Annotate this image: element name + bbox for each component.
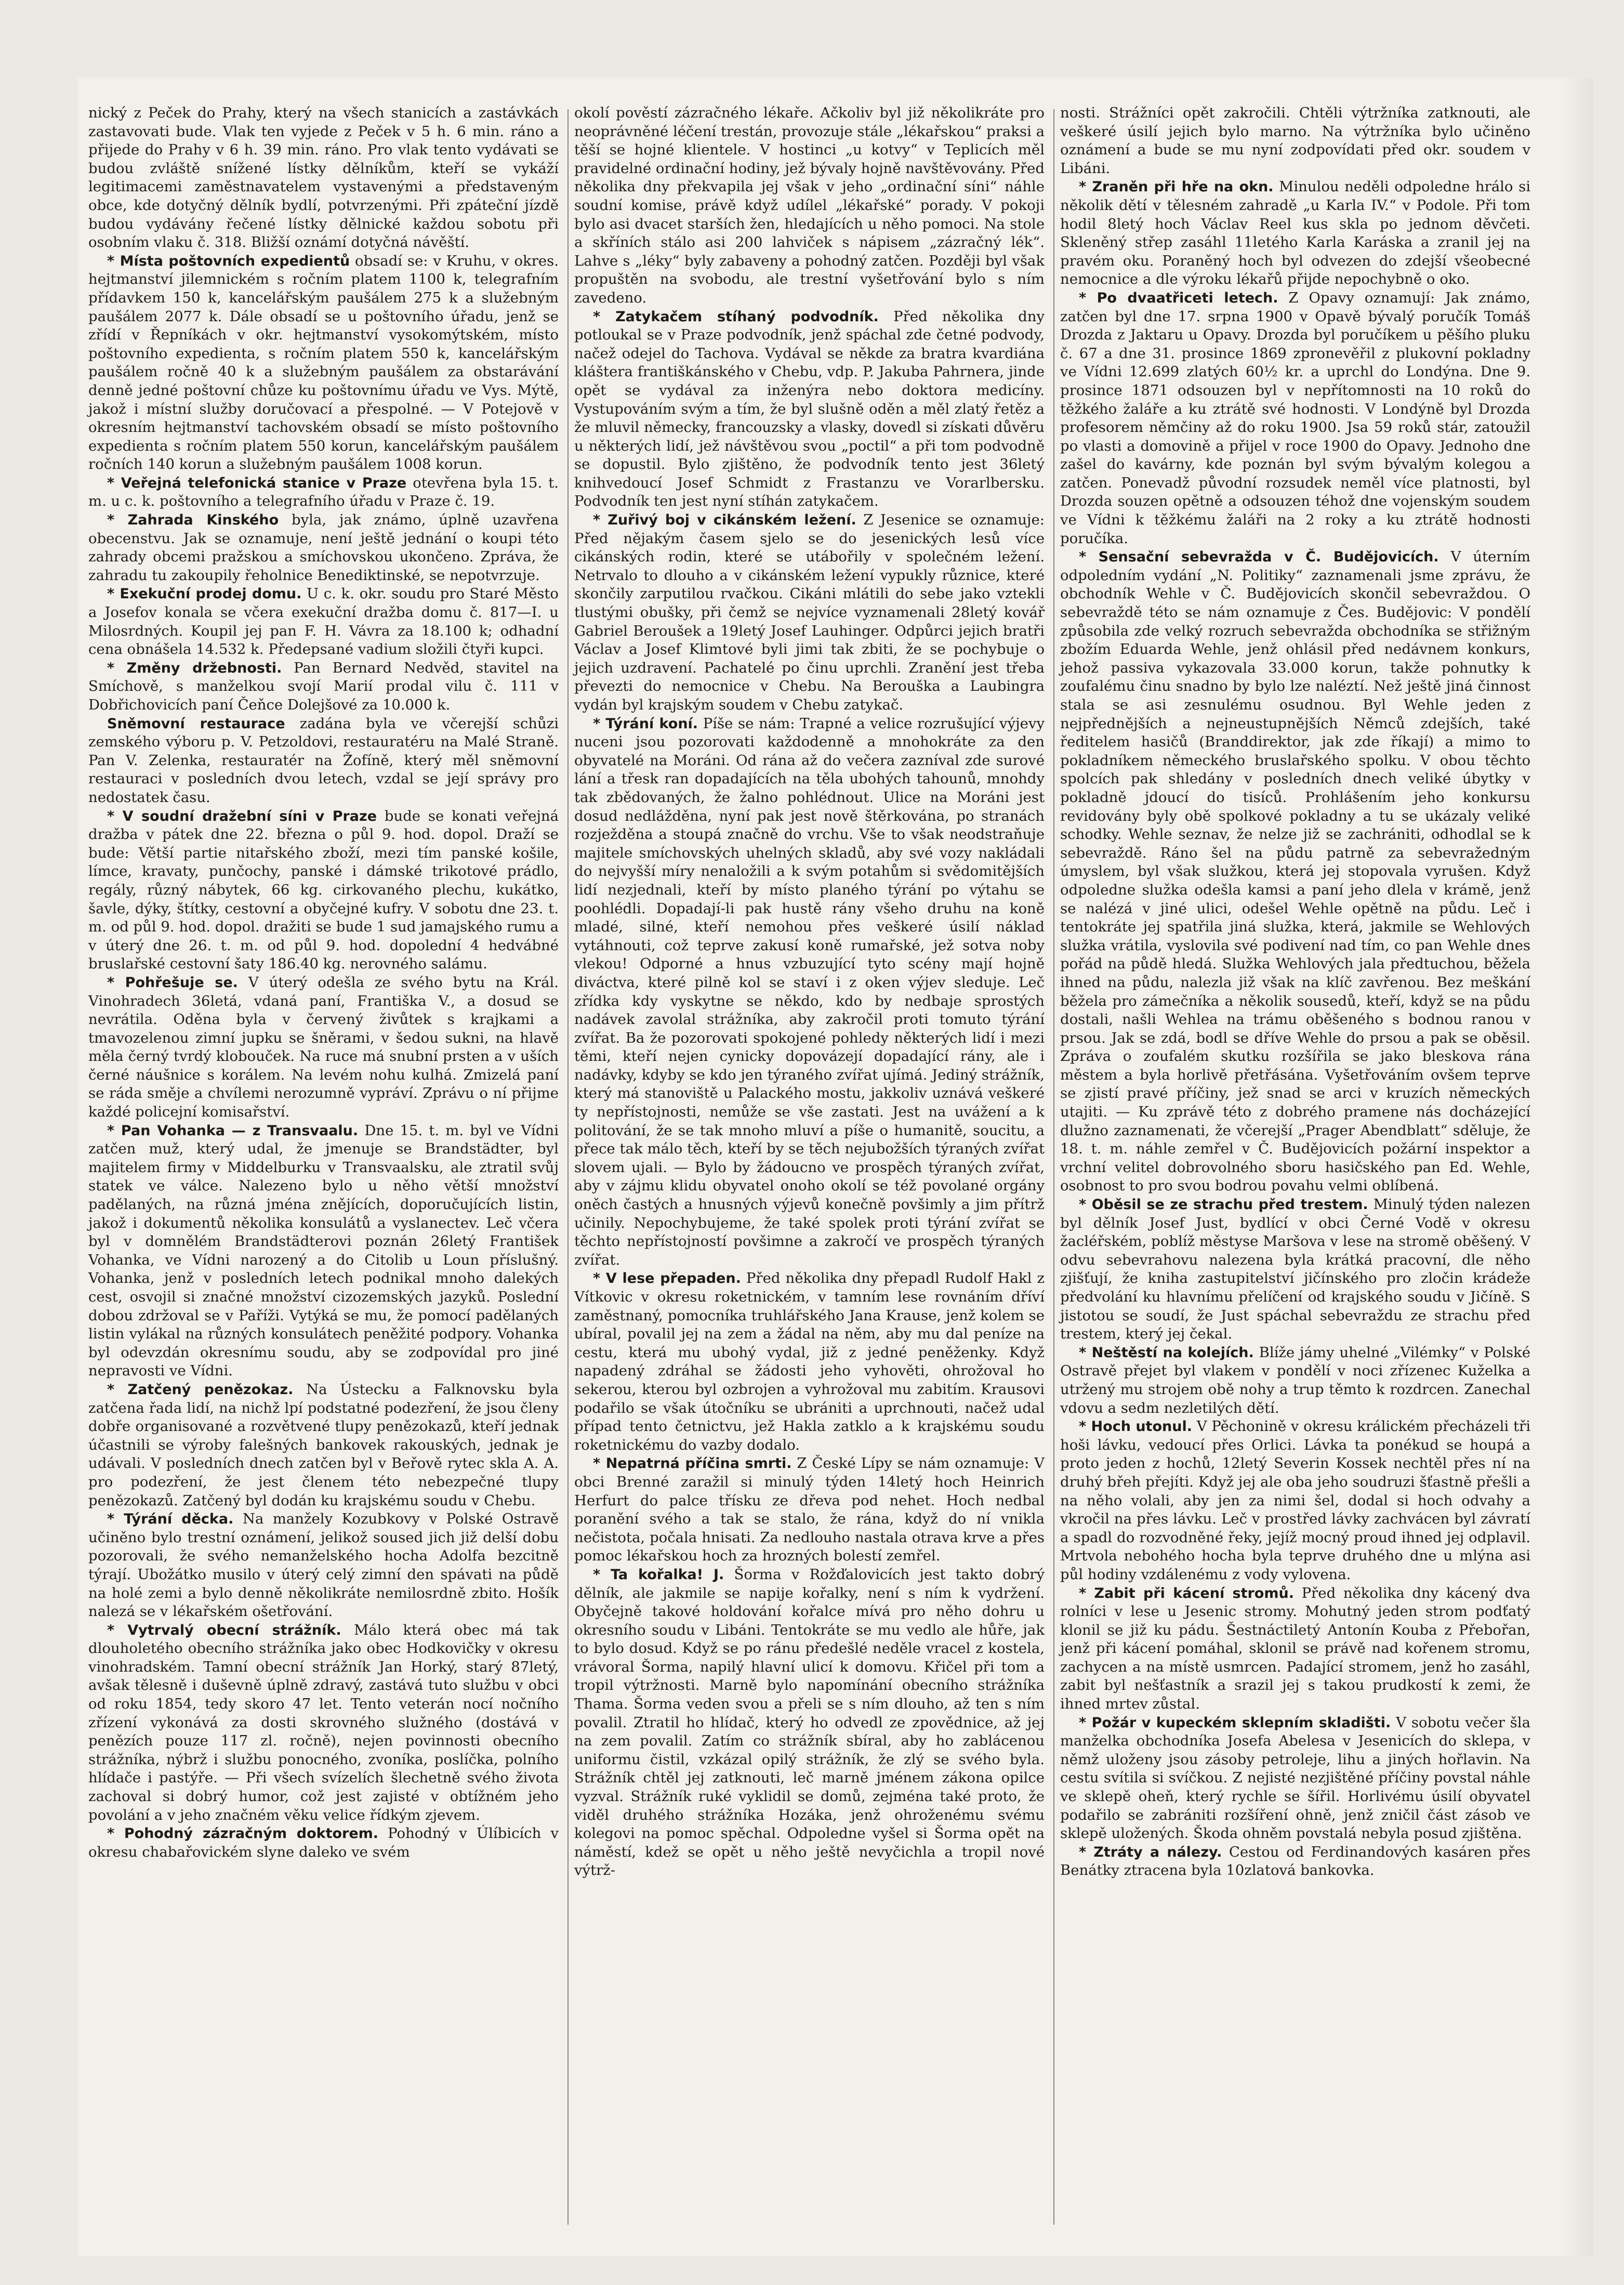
column-rule-1 (567, 109, 569, 2225)
article-heading: * Exekuční prodej domu. (107, 586, 302, 602)
article-heading: * Místa poštovních expedientů (107, 253, 350, 269)
article-text: Málo která obec má tak dlouholetého obecního strážníka jako obec Hodkovičky v okresu vinohradském. Tamní obecní strážník Jan Horký, starý 87letý, avšak tělesně i duševně úplně zdravý, zastává tuto službu v obci od roku 1854, tedy skoro 47 let. Tento veterán nocí nočního zřízení vykonává za dosti skrovného služného (dostává v penězích pouze 117 zl. ročně), nejen povinnosti obecního strážníka, nýbrž i službu ponocného, zvoníka, poslíčka, polního hlídače i pastýře. — Při všech svízelích šlechetně svého života zachoval si dobrý humor, což jest zajisté v obtížném jeho povolání a v jeho značném věku velice řídkým zjevem. (88, 1621, 559, 1823)
article-heading: * Oběsil se ze strachu před trestem. (1079, 1197, 1368, 1213)
article-heading: Sněmovní restaurace (107, 715, 285, 732)
article-heading: * Změny držebnosti. (107, 660, 282, 676)
article-heading: * Vytrvalý obecní strážník. (107, 1622, 341, 1638)
article-text: Cestou od Ferdinandových kasáren přes Benátky ztracena byla 10zlatová bankovka. (1060, 1843, 1530, 1879)
article-heading: * Pan Vohanka — z Transvaalu. (107, 1122, 359, 1139)
article-paragraph (88, 1381, 559, 1510)
article-text: zadána byla ve včerejší schůzi zemského výboru p. V. Petzoldovi, restauratéru na Malé Straně. Pan V. Zelenka, restauratér na Žofíně, který měl sněmovní restauraci v posledních dvou letech, vzdal se její správy pro nedostatek času. (88, 715, 559, 806)
article-paragraph (1060, 104, 1530, 178)
article-paragraph (88, 104, 559, 252)
article-paragraph (574, 1454, 1045, 1566)
column-3 (1060, 104, 1530, 1880)
article-paragraph (574, 1566, 1045, 1880)
article-heading: * Zuřivý boj v cikánském ležení. (593, 512, 856, 529)
article-paragraph (88, 807, 559, 974)
article-text: Dne 15. t. m. byl ve Vídni zatčen muž, který udal, že jmenuje se Brandstädter, byl majitelem firmy v Middelburku v Transvaalsku, ale ztratil svůj statek ve válce. Nalezeno bylo u něho větší množství padělaných, na různá jména znějících, doporučujících listin, jakož i dokumentů několika konsulátů a vyslanectev. Leč včera byl v domnělém Brandstädterovi poznán 26letý František Vohanka, ve Vídni narozený a do Citolib u Loun příslušný. Vohanka, jenž v posledních letech podnikal mnoho dalekých cest, osvojil si značné množství cizozemských jazyků. Poslední dobou zdržoval se v Paříži. Vytýká se mu, že pomocí padělaných listin vylákal na různých konsulátech peněžité podpory. Vohanka byl odevzdán okresnímu soudu, aby se zodpovídal pro jiné nepravosti ve Vídni. (88, 1122, 559, 1380)
article-paragraph (1060, 1344, 1530, 1417)
article-paragraph (574, 308, 1045, 511)
article-text: obsadí se: v Kruhu, v okres. hejtmanství jilemnickém s ročním platem 1100 k, telegrafním přídavkem 150 k, kancelářským paušálem 275 k a služebným paušálem 2077 k. Dále obsadí se u poštovního úřadu, jenž se zřídí v Řepníkách v okr. hejtmanství vysokomýtském, místo poštovního expedienta, s ročním platem 550 k, kancelářským paušálem ročně 40 k a služebným paušálem za obstarávání denně jedné poštovní chůze ku poštovnímu úřadu ve Vys. Mýtě, jakož i místní služby doručovací a přespolné. — V Potejově v okresním hejtmanství tachovském obsadí se místo poštovního expedienta s ročním platem 550 korun, kancelářským paušálem ročních 140 korun a služebným paušálem 1008 korun. (88, 252, 559, 473)
article-text: okolí pověstí zázračného lékaře. Ačkoliv byl již několikráte pro neoprávněné léčení trestán, provozuje stále „lékařskou“ praksi a těší se hojné klientele. V hostinci „u kotvy“ v Teplicích měl pravidelné ordinační hodiny, jež bývaly hojně navštěvovány. Před několika dny překvapila jej však v jeho „ordinační síni“ náhle soudní komise, právě když udílel „lékařské“ porady. V pokoji bylo asi dvacet starších žen, hledajících u něho pomoci. Na stole a skříních stálo asi 200 lahviček s nápisem „zázračný lék“. Lahve s „léky“ byly zabaveny a pohodný zatčen. Později byl však propuštěn na svobodu, ale trestní vyšetřování bylo s ním zavedeno. (574, 104, 1045, 306)
article-text: V úterním odpoledním vydání „N. Politiky“ zaznamenali jsme zprávu, že obchodník Wehle v Č. Budějovicích skončil sebevraždou. O sebevraždě této se nám oznamuje z Čes. Budějovic: V pondělí způsobila zde velký rozruch sebevražda obchodníka se střižným zbožím Eduarda Wehle, jenž ohlásil před nedávnem konkurs, jehož passiva vykazovala 33.000 korun, takže pohnutky k zoufalému činu snadno by bylo lze naléztí. Než ještě jiná činnost stala se asi zesnulému osudnou. Byl Wehle jeden z nejpřednějších a nejneustupnějších Němců zdejších, také ředitelem hasičů (Branddirektor, jak zde říkají) a mimo to pokladníkem německého bruslařského spolku. V obou těchto spolcích pak shledány v posledních dnech veliké úbytky v pokladně jdoucí do tisíců. Prohlášením jeho konkursu revidovány byly obě spolkové pokladny a tu se ukázaly veliké schodky. Wehle seznav, že nelze již se zachrániti, odhodlal se k sebevraždě. Ráno šel na půdu patrně za sebevražedným úmyslem, byl však služkou, která jej stopovala vyrušen. Když odpoledne služka odešla kamsi a paní jeho dlela v krámě, jenž se nalézá v jiné ulici, odešel Wehle opětně na půdu. Leč i tentokráte jej spatřila jiná služka, která, jakmile se Wehlových služka vrátila, vyslovila své podivení nad tím, co pan Wehle dnes pořád na půdě hledá. Služka Wehlových jala předtuchou, běžela ihned na půdu, nalezla již však na klíč zavřenou. Bez meškání běžela pro zámečníka a několik sousedů, kteří, když se na půdu dostali, našli Wehlea na trámu oběšeného s bodnou ranou v prsou. Jak se zdá, bodl se dříve Wehle do prsou a pak se oběsil. Zpráva o zoufalém skutku rozšířila se jako bleskova rána městem a byla horlivě přetřásána. Vyšetřováním ovšem teprve se zjistí pravé příčiny, jež snad se arci v kruzích německých utajiti. — Ku zprávě této z dobrého pramene nás docházející dlužno zaznamenati, že včerejší „Prager Abendblatt“ sděluje, že 18. t. m. náhle zemřel v Č. Budějovicích požární inspektor a vrchní velitel dobrovolného sboru hasičského pan Ed. Wehle, osobnost to pro svou bodrou povahu velmi oblíbená. (1060, 548, 1531, 1194)
article-text: Minulou neděli odpoledne hrálo si několik dětí v tělesném zahradě „u Karla IV.“ v Podole. Při tom hodil 8letý hoch Václav Reel kus skla po jednom děvčeti. Skleněný střep zasáhl 11letého Karla Karáska a zranil jej na pravém oku. Poraněný hoch byl odvezen do zdejší všeobecné nemocnice a dle výroku lékařů přijde nepochybně o oko. (1060, 178, 1530, 288)
article-text: Z Opavy oznamují: Jak známo, zatčen byl dne 17. srpna 1900 v Opavě bývalý poručík Tomáš Drozda z Jaktaru u Opavy. Drozda byl poručíkem u pěšího pluku č. 67 a dne 31. prosince 1869 zpronevěřil z plukovní pokladny ve Vídni 12.699 zlatých 60½ kr. a uprchl do Londýna. Dne 9. prosince 1871 odsouzen byl v nepřítomnosti na 10 roků do těžkého žaláře a ku ztrátě své hodnosti. V Londýně byl Drozda profesorem němčiny až do roku 1900. Jsa 59 roků stár, zatoužil po vlasti a domovině a přijel v roce 1900 do Opavy. Jednoho dne zašel do kavárny, kde poznán byl svým bývalým kolegou a zatčen. Ponevadž původní rozsudek neměl více platnosti, byl Drozda souzen opětně a odsouzen téhož dne vojenským soudem ve Vídni k těžkému žaláři na 2 roky a ku ztrátě hodnosti poručíka. (1060, 289, 1531, 547)
article-text: nosti. Strážníci opět zakročili. Chtěli výtržníka zatknouti, ale veškeré úsilí jejich bylo marno. Na výtržníka bylo učiněno oznámení a bude se mu nyní zodpovídati před okr. soudem v Libáni. (1060, 104, 1530, 177)
article-paragraph (1060, 1584, 1530, 1714)
article-paragraph (574, 715, 1045, 1270)
article-text: Minulý týden nalezen byl dělník Josef Just, bydlící v obci Černé Vodě v okresu žacléřském, poblíž městyse Maršova v lese na stromě oběšený. V odvu sebevrahovu nalezena byla krátká pracovní, dle něho zjišťují, že kniha zastupitelství jičínského pro zločin krádeže předvolání ku hlavnímu přelíčení od krajského soudu v Jičíně. S jistotou se soudí, že Just spáchal sebevraždu ze strachu před trestem, který jej čekal. (1060, 1196, 1530, 1343)
article-heading: * V soudní dražební síni v Praze (107, 808, 377, 824)
article-paragraph (88, 974, 559, 1122)
article-text: Pan Bernard Nedvěd, stavitel na Smíchově, s manželkou svojí Marií prodal vilu č. 111 v Dobřichovicích paní Čeňce Dolejšové za 10.000 k. (88, 659, 559, 713)
page-edge-shadow (1562, 78, 1593, 2256)
article-heading: * Týrání koní. (593, 715, 698, 732)
article-paragraph (88, 1824, 559, 1861)
article-text: Před několika dny kácený dva rolníci v lese u Jesenic stromy. Mohutný jeden strom podťatý klonil se již ku pádu. Šestnáctiletý Antonín Kouba z Přebořan, jenž při kácení pomáhal, sklonil se právě nad kořenem stromu, zachycen a na místě usmrcen. Padající stromem, jenž ho zasáhl, zabit byl nešťastník a srazil jej s takou prudkostí k zemi, že ihned mrtev zůstal. (1060, 1584, 1531, 1713)
article-heading: * Zabit při kácení stromů. (1079, 1585, 1294, 1601)
article-text: Blíže jámy uhelné „Vilémky“ v Polské Ostravě přejet byl vlakem v pondělí v noci zřízenec Kuželka a utržený mu strojem obě nohy a trup těmto k rozdrcen. Zanechal vdovu a sedm nezletilých dětí. (1060, 1344, 1530, 1416)
article-text: Šorma v Rožďalovicích jest takto dobrý dělník, ale jakmile se napije kořalky, není s ním k vydržení. Obyčejně takové holdování kořalce mívá pro něho dohru u okresního soudu v Libáni. Tentokráte se mu vedlo ale hůře, jak to bylo dosud. Když se po ránu předešlé neděle vracel z kostela, vrávoral Šorma, napilý hlavní ulicí k domovu. Křičel při tom a tropil výtržnosti. Marně bylo napomínání obecního strážníka Thama. Šorma veden svou a přeli se s ním dlouho, až ten s ním povalil. Ztratil ho hlídač, který ho odvedl ze zpovědnice, až jej na zem povalil. Zatím co strážník sbíral, aby ho zablácenou uniformu čistil, vzkázal opilý strážník, že zlý se svého byla. Strážník chtěl jej zatknouti, leč marně jménem zákona opilce vyzval. Strážník ruké vyklidil se domů, zejména také proto, že viděl druhého strážníka Hozáka, jenž ohroženému svému kolegovi na pomoc spěchal. Odpoledne vyšel si Šorma opět na náměstí, kdež se opět u něho ještě nevyčichla a tropil nové výtrž- (574, 1566, 1045, 1879)
article-paragraph (1060, 1417, 1530, 1584)
article-heading: * Pohřešuje se. (107, 974, 238, 991)
article-text: Pohodný v Úlíbicích v okresu chabařovickém slyne daleko ve svém (88, 1825, 559, 1860)
article-text: Z Jesenice se oznamuje: Před nějakým časem sjelo se do jesenických lesů více cikánských rodin, které se utábořily v společném ležení. Netrvalo to dlouho a v cikánském ležení vypukly různice, které skončily zarputilou rvačkou. Cikáni mlátili do sebe jako vztekli tlustými obušky, při čemž se nejvíce vyznamenali 28letý kovář Gabriel Beroušek a 19letý Josef Lauhinger. Odpůrci jejich bratři Václav a Josef Klimtové byli jimi tak zbiti, že se pochybuje o jejich uzdravení. Pachatelé po činu uprchli. Zranění jest třeba převezti do nemocnice v Chebu. Na Berouška a Laubingra vydán byl krajským soudem v Chebu zatykač. (574, 511, 1045, 713)
article-heading: * Nepatrná příčina smrti. (593, 1455, 792, 1472)
article-paragraph (88, 252, 559, 474)
column-1 (88, 104, 559, 1861)
article-heading: * Sensační sebevražda v Č. Budějovicích. (1079, 549, 1439, 566)
article-paragraph (1060, 1843, 1530, 1880)
article-text: Na manžely Kozubkovy v Polské Ostravě učiněno bylo trestní oznámení, jelikož soused jich již delší dobu pozorovali, že svého nemanželského hocha Adolfa bezcitně týrají. Ubožátko musilo v úterý celý zimní den spávati na půdě na holé zemi a bylo denně několikráte nemilosrdně zbito. Hošík nalezá se v lékařském ošetřování. (88, 1511, 559, 1620)
article-text: U c. k. okr. soudu pro Staré Město a Josefov konala se včera exekuční dražba domu č. 817—I. u Milosrdných. Koupil jej pan F. H. Vávra za 18.100 k; odhadní cena obnášela 14.532 k. Předepsané vadium složili čtyři kupci. (88, 585, 559, 658)
article-heading: * Zatykačem stíhaný podvodník. (593, 308, 879, 325)
article-text: nický z Peček do Prahy, který na všech stanicích a zastávkách zastavovati bude. Vlak ten vyjede z Peček v 5 h. 6 min. ráno a přijede do Prahy v 6 h. 39 min. ráno. Pro vlak tento vydávati se budou zvláště snížené lístky dělníkům, kteří se vykáží legitimacemi zaměstnavatelem vystavenými a představeným obce, kde dotyčný dělník bydlí, potvrzenými. Při zpáteční jízdě budou vydávány řečené lístky dělnické každou sobotu při osobním vlaku č. 318. Bližší oznámí dotyčná návěští. (88, 104, 559, 251)
article-text: V Pěchonině v okresu králickém přecházeli tři hoši lávku, vedoucí přes Orlici. Lávka ta ponékud se houpá a proto jeden z hochů, 12letý Severin Kossek nechtěl přes ní na druhý břeh přejíti. Když jej ale oba jeho soudruzi šťastně přešli a na něho volali, aby jen za nimi šel, dodal si hoch odvahy a vkročil na přes lávku. Leč v prostřed lávky zachvácen byl závratí a spadl do rozvodněné řeky, jejíž mocný proud ihned jej odplavil. Mrtvola nebohého hocha byla teprve druhého dne u mlýna asi půl hodiny vzdálenému z vody vylovena. (1060, 1418, 1530, 1583)
article-heading: * Týrání děcka. (107, 1511, 234, 1528)
article-paragraph (88, 511, 559, 585)
article-paragraph (1060, 1196, 1530, 1344)
article-heading: * Pohodný zázračným doktorem. (107, 1826, 379, 1842)
article-heading: * Ztráty a nálezy. (1079, 1844, 1222, 1860)
article-heading: * Zatčený penězokaz. (107, 1381, 294, 1398)
article-text: otevřena byla 15. t. m. u c. k. poštovního a telegrafního úřadu v Praze č. 19. (88, 474, 559, 510)
article-heading: * Neštěstí na kolejích. (1079, 1344, 1254, 1361)
article-paragraph (88, 659, 559, 715)
article-heading: * Požár v kupeckém sklepním skladišti. (1079, 1714, 1391, 1731)
article-text: Z České Lípy se nám oznamuje: V obci Brenné zaražil si minulý týden 14letý hoch Heinrich Herfurt do palce třísku ze dřeva pod nehet. Hoch nedbal poranění svého a tak se stalo, že rána, když do ní vnikla nečistota, počala hnisati. Za nedlouho nastala otrava krve a přes pomoc lékařskou hoch za hrozných bolestí zemřel. (574, 1455, 1045, 1565)
article-paragraph (88, 474, 559, 511)
article-paragraph (574, 1269, 1045, 1454)
article-heading: * Hoch utonul. (1079, 1419, 1192, 1435)
article-paragraph (88, 715, 559, 807)
article-paragraph (574, 104, 1045, 308)
article-text: Na Ústecku a Falknovsku byla zatčena řada lidí, na nichž lpí podstatné podezření, že jsou členy dobře organisované a rozvětvené tlupy penězokazů, kteří jednak účastnili se výroby falešných bankovek rakouských, jednak je udávali. V posledních dnech zatčen byl v Beřově rytec skla A. A. pro podezření, že jest členem této nebezpečné tlupy penězokazů. Zatčený byl dodán ku krajskému soudu v Chebu. (88, 1381, 559, 1509)
article-text: Před několika dny přepadl Rudolf Hakl z Vítkovic v okresu roketnickém, v tamním lese rovnáním dříví zaměstnaný, pomocníka truhlářského Jana Krause, jenž kolem se ubíral, povalil jej na zem a žádal na něm, aby mu dal peníze na cestu, která mu ubohý vydal, již z jedné peněženky. Když napadený zdráhal se žádosti jeho vyhověti, ohrožoval ho sekerou, kterou byl ozbrojen a vyhrožoval mu zabitím. Krausovi podařilo se však útočníku se ubrániti a uprchnouti, načež udal případ tento četnictvu, jež Hakla zatklo a k krajskému soudu roketnickému do vazby dodalo. (574, 1270, 1045, 1453)
article-paragraph (1060, 289, 1530, 548)
article-heading: * Zraněn při hře na okn. (1079, 179, 1274, 195)
column-2 (574, 104, 1045, 1880)
newspaper-page (78, 78, 1593, 2256)
article-text: V sobotu večer šla manželka obchodníka Josefa Abelesa v Jesenicích do sklepa, v němž uloženy jsou zásoby petroleje, lihu a jiných hořlavin. Na cestu svítila si svíčkou. Z nejisté nezjištěné příčiny povstal náhle ve sklepě oheň, který rychle se šířil. Horlivému úsilí obyvatel podařilo se zabrániti rozšíření ohně, jenž zničil část zásob ve sklepě uložených. Škoda ohněm povstalá nebyla posud zjištěna. (1060, 1714, 1530, 1842)
article-heading: * Veřejná telefonická stanice v Praze (107, 475, 407, 491)
article-paragraph (88, 1122, 559, 1381)
article-text: Píše se nám: Trapné a velice rozrušující výjevy nuceni jsou pozorovati každodenně a mnohokráte za den obyvatelé na Moráni. Od rána až do večera zazníval zde surové lání a třesk ran dopadajících na těla ubohých tahounů, mnohdy tak zbědovaných, že žalno pohlédnout. Ulice na Moráni jest dosud nedlážděna, nyní pak jest nově štěrkována, po stranách rozježděna a stoupá značně do vrchu. Vše to však neodstraňuje majitele smíchovských uhelných skladů, aby své vozy nakládali do nejvyšší míry nenaložili a k svým potahům si svědomitějších lidí nezjednali, kteří by místo planého týrání po výtahu se poohlédli. Dopadají-li pak hustě rány všeho druhu na koně mladé, silné, kteří nemohou přes veškeré úsilí náklad vytáhnouti, což teprve zakusí koně rumařské, jež sotva noby vlekou! Odporné a hnus vzbuzující tyto scény mají hojně diváctva, které pilně kol se staví i z oken výjev sleduje. Leč zřídka kdy vyskytne se někdo, kdo by nedbaje sprostých nadávek zavolal strážníka, aby zakročil proti tomuto týrání zvířat. Ba že pozorovati spokojené pohledy některých lidí i mezi těmi, kteří nejen cynicky dopovázejí dopadající rány, ale i nadávky, kdyby se kdo jen týraného zvířat ujímá. Jediný strážník, který má stanoviště u Palackého mostu, jakkoliv uznává veškeré ty nepřístojnosti, nemůže se vše zastati. Jest na uvážení a k politování, že se tak mnoho mluví a píše o humanitě, soucitu, a přece tak málo těch, kteří by se těch nejubožších týraných zvířat slovem ujali. — Bylo by žádoucno ve prospěch týraných zvířat, aby v zájmu klidu obyvatel onoho okolí se též povolané orgány oněch častých a hnusných výjevů konečně povšimly a jim přítrž učinily. Nepochybujeme, že také spolek proti týrání zvířat se těchto nepřístojností povšimne a zakročí ve prospěch týraných zvířat. (574, 715, 1045, 1268)
article-paragraph (88, 585, 559, 659)
article-paragraph (88, 1621, 559, 1825)
article-text: V úterý odešla ze svého bytu na Král. Vinohradech 36letá, vdaná paní, Františka V., a dosud se nevrátila. Oděna byla v červený živůtek s krajkami a tmavozelenou zimní jupku se šněrami, v šedou sukni, na hlavě měla černý tvrdý klobouček. Na ruce má snubní prsten a v uších černé náušnice s korálem. Na levém nohu kulhá. Zmizelá paní se ráda směje a chvílemi nerozumně vypráví. Zprávu o ní přijme každé policejní komisařství. (88, 974, 559, 1121)
article-paragraph (1060, 178, 1530, 289)
article-heading: * Zahrada Kinského (107, 512, 279, 529)
article-paragraph (1060, 548, 1530, 1196)
article-text: bude se konati veřejná dražba v pátek dne 22. března o půl 9. hod. dopol. Draží se bude: Větší partie nitařského zboží, mezi tím panské košile, límce, kravaty, punčochy, panské i dámské trikotové prádlo, regály, různý nábytek, 66 kg. cirkovaného plechu, kukátko, šavle, dýky, štítky, cestovní a obyčejné kufry. V sobotu dne 23. t. m. od půl 9. hod. dopol. dražiti se bude 1 sud jamajského rumu a v úterý dne 26. t. m. od půl 9. hod. dopolední 4 hedvábné bruslařské cestovní šaty 186.40 kg. nerovného salámu. (88, 807, 559, 973)
article-text: byla, jak známo, úplně uzavřena obecenstvu. Jak se oznamuje, není ještě jednání o koupi této zahrady obcemi pražskou a smíchovskou ukončeno. Zpráva, že zahradu tu zakoupily řeholnice Benediktinské, se nepotvrzuje. (88, 511, 559, 584)
article-paragraph (1060, 1714, 1530, 1843)
article-heading: * Ta kořalka! J. (593, 1566, 724, 1583)
article-heading: * Po dvaatřiceti letech. (1079, 290, 1278, 306)
article-heading: * V lese přepaden. (593, 1270, 741, 1287)
article-text: Před několika dny potloukal se v Praze podvodník, jenž spáchal zde četné podvody, načež odejel do Tachova. Vydával se někde za bratra kvardiána kláštera františkánského v Chebu, vdp. P. Jakuba Pahrnera, jinde opět se vydával za inženýra nebo doktora medicíny. Vystupováním svým a tím, že byl slušně oděn a měl zlatý řetěz a že mluvil německy, francouzsky a vlasky, dovedl si získati důvěru u některých lidí, jež návštěvou svou „poctil“ a při tom podvodně se dopustil. Bylo zjištěno, že podvodník tento jest 36letý knihvedoucí Josef Schmidt z Frastanzu ve Vorarlbersku. Podvodník ten jest nyní stíhán zatykačem. (574, 308, 1045, 510)
column-rule-2 (1053, 109, 1054, 2225)
article-paragraph (574, 511, 1045, 715)
article-paragraph (88, 1510, 559, 1621)
